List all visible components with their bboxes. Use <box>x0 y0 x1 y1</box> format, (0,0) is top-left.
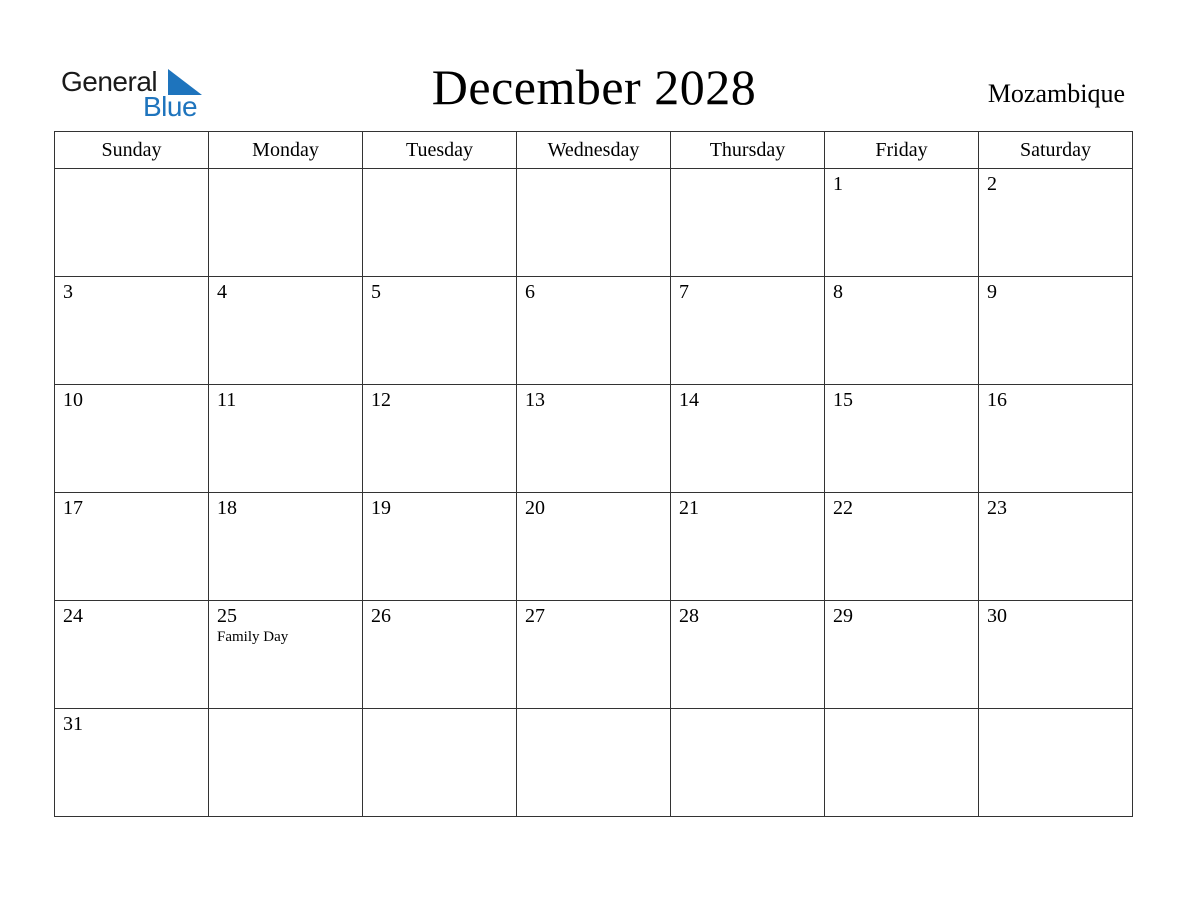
day-number: 23 <box>987 497 1007 519</box>
weekday-header: Friday <box>825 132 979 169</box>
day-number: 7 <box>679 281 689 303</box>
calendar-week-row <box>55 493 1133 601</box>
day-number: 30 <box>987 605 1007 627</box>
day-number: 17 <box>63 497 83 519</box>
day-cell <box>55 493 209 601</box>
day-cell <box>209 169 363 277</box>
day-number: 16 <box>987 389 1007 411</box>
day-number: 31 <box>63 713 83 735</box>
logo-general-text: General <box>61 66 158 97</box>
day-cell <box>517 385 671 493</box>
day-cell <box>825 601 979 709</box>
day-cell <box>671 493 825 601</box>
day-cell <box>209 277 363 385</box>
day-cell <box>55 601 209 709</box>
weekday-header: Monday <box>209 132 363 169</box>
day-cell <box>979 493 1133 601</box>
day-cell <box>363 601 517 709</box>
calendar-week-row <box>55 385 1133 493</box>
day-number: 4 <box>217 281 227 303</box>
day-cell <box>671 601 825 709</box>
day-number: 24 <box>63 605 83 627</box>
day-cell <box>363 385 517 493</box>
day-number: 21 <box>679 497 699 519</box>
day-number: 2 <box>987 173 997 195</box>
day-cell <box>209 493 363 601</box>
day-number: 25 <box>217 605 237 627</box>
day-number: 15 <box>833 389 853 411</box>
day-cell <box>671 385 825 493</box>
weekday-header: Tuesday <box>363 132 517 169</box>
day-cell <box>825 385 979 493</box>
day-cell <box>825 493 979 601</box>
day-cell <box>825 169 979 277</box>
day-number: 3 <box>63 281 73 303</box>
day-cell <box>209 709 363 817</box>
calendar-week-row <box>55 169 1133 277</box>
day-number: 26 <box>371 605 391 627</box>
weekday-header-row <box>55 132 1133 169</box>
day-number: 8 <box>833 281 843 303</box>
day-cell <box>55 709 209 817</box>
day-number: 11 <box>217 389 237 411</box>
weekday-header: Wednesday <box>517 132 671 169</box>
calendar-grid <box>54 131 1133 817</box>
day-cell <box>55 277 209 385</box>
day-cell <box>363 169 517 277</box>
day-cell <box>979 385 1133 493</box>
day-number: 18 <box>217 497 237 519</box>
day-number: 27 <box>525 605 545 627</box>
day-cell <box>55 169 209 277</box>
day-number: 10 <box>63 389 83 411</box>
day-number: 1 <box>833 173 843 195</box>
day-number: 19 <box>371 497 391 519</box>
day-number: 28 <box>679 605 699 627</box>
logo-blue-text: Blue <box>143 91 198 122</box>
weekday-header: Sunday <box>55 132 209 169</box>
day-cell <box>825 709 979 817</box>
day-cell <box>517 601 671 709</box>
day-cell <box>825 277 979 385</box>
day-cell <box>979 169 1133 277</box>
day-cell <box>209 601 363 709</box>
day-number: 29 <box>833 605 853 627</box>
calendar-week-row <box>55 709 1133 817</box>
day-number: 9 <box>987 281 997 303</box>
day-cell <box>671 277 825 385</box>
day-number: 6 <box>525 281 535 303</box>
weekday-header: Thursday <box>671 132 825 169</box>
day-cell <box>979 601 1133 709</box>
day-cell <box>363 277 517 385</box>
day-cell <box>671 169 825 277</box>
day-number: 20 <box>525 497 545 519</box>
day-number: 22 <box>833 497 853 519</box>
day-cell <box>55 385 209 493</box>
weekday-header: Saturday <box>979 132 1133 169</box>
day-cell <box>671 709 825 817</box>
day-cell <box>517 709 671 817</box>
calendar-week-row <box>55 277 1133 385</box>
calendar-week-row <box>55 601 1133 709</box>
day-cell <box>363 493 517 601</box>
day-number: 14 <box>679 389 699 411</box>
holiday-label: Family Day <box>217 629 289 645</box>
day-cell <box>209 385 363 493</box>
day-number: 13 <box>525 389 545 411</box>
day-number: 12 <box>371 389 391 411</box>
country-label: Mozambique <box>987 79 1125 108</box>
page-title: December 2028 <box>431 59 757 115</box>
day-cell <box>517 277 671 385</box>
day-cell <box>517 169 671 277</box>
day-cell <box>517 493 671 601</box>
day-cell <box>979 709 1133 817</box>
day-number: 5 <box>371 281 381 303</box>
day-cell <box>363 709 517 817</box>
day-cell <box>979 277 1133 385</box>
